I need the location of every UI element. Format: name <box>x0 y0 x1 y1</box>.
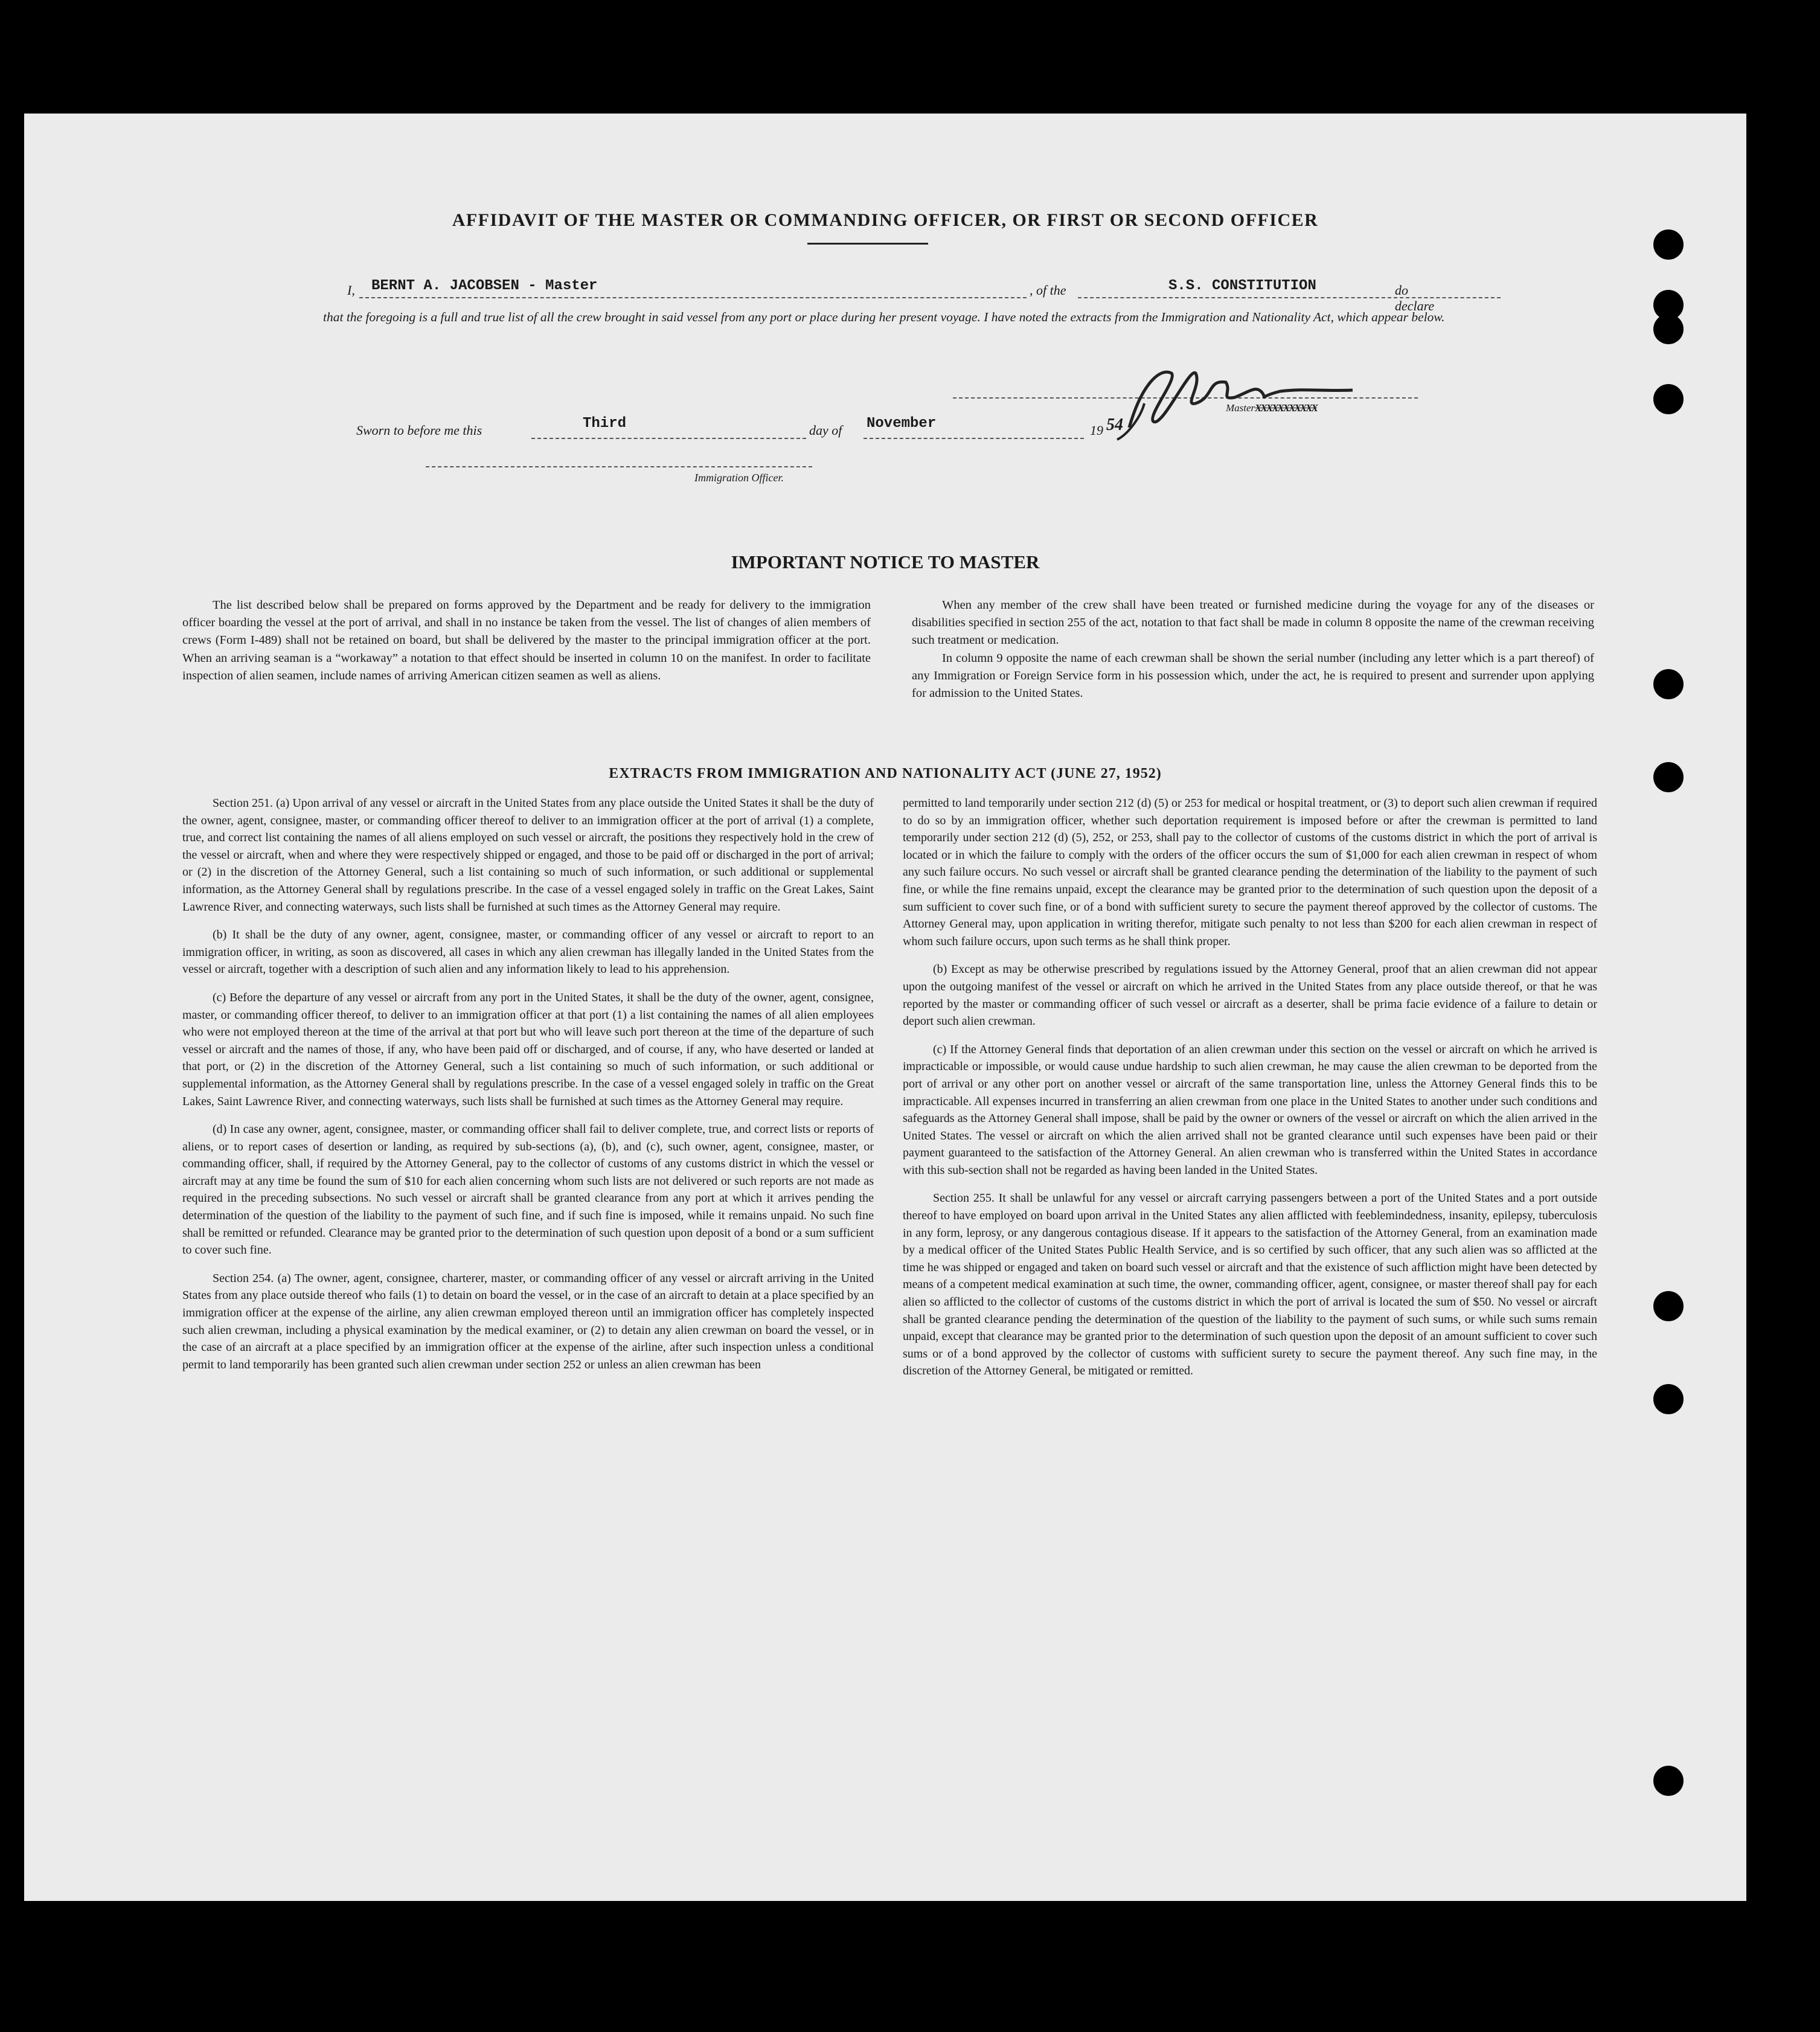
name-underline <box>359 297 1027 298</box>
sworn-label: Sworn to before me this <box>356 423 482 438</box>
section-251d: (d) In case any owner, agent, consignee, master, or commanding officer shall fail to deliver complete, true, and correct lists or reports of aliens, or to report cases of desertion or landing, as required by sub-sections (a), (b), and (c), such owner, agent, consignee, master, or commanding officer, shall, if required by the Attorney General, pay to the collector of customs of any customs district in which the vessel or aircraft may at any time be found the sum of $10 for each alien concerning whom such lists are not delivered or such reports are not made as required in the preceding subsections. No such vessel or aircraft shall be granted clearance from any port at which it arrives pending the determination of the question of the liability to the payment of such fine, and if such fine is imposed, while it remains unpaid. No such fine shall be remitted or refunded. Clearance may be granted prior to the determination of such question upon deposit of a bond or a sum sufficient to cover such fine. <box>182 1123 874 1257</box>
do-declare-label: do declare <box>1395 283 1435 313</box>
punch-hole <box>1653 1384 1684 1414</box>
document-page <box>24 114 1746 1901</box>
section-254a-continued: permitted to land temporarily under section 212 (d) (5) or 253 for medical or hospital treatment, or (3) to deport such alien crewman if required to do so by an immigration officer, whether such deportation requirement is imposed before or after the crewman is permitted to land temporarily under section 212 (d) (5), 252, or 253, shall pay to the collector of customs of the customs district in which the port of arrival is located or in which the failure to comply with the orders of the officer occurs the sum of $1,000 for each alien crewman in respect of whom any such failure occurs. No such vessel or aircraft shall be granted clearance pending the determination of the liability to the payment of such fine, or while the fine remains unpaid, except the clearance may be granted prior to the determination of such question upon the deposit of a sum sufficient to cover such fine, or of a bond with sufficient surety to secure the payment thereof approved by the collector of customs. The Attorney General may, upon application in writing therefor, mitigate such penalty to not less than $200 for each alien crewman in respect of whom such failure occurs, upon such terms as he shall think proper. <box>903 796 1597 948</box>
title-underline <box>807 243 928 245</box>
section-255: Section 255. It shall be unlawful for any vessel or aircraft carrying passengers between a port of the United States and a port outside thereof to have employed on board upon arrival in the United States any alien afflicted with feeblemindedness, insanity, epilepsy, tuberculosis in any form, leprosy, or any dangerous contagious disease. If it appears to the satisfaction of the Attorney General, from an examination made by a medical officer of the United States Public Health Service, and is so certified by such officer, that any such alien was so afflicted at the time he was shipped or engaged and taken on board such vessel or aircraft and that the existence of such affliction might have been detected by means of a competent medical examination at such time, the owner, commanding officer, agent, consignee, or master thereof shall pay for each alien so afflicted to the collector of customs of the customs district in which the port of arrival is located the sum of $50. No vessel or aircraft shall be granted clearance pending the determination of the question of the liability to the payment of such sums, or while such sums remain unpaid, except that clearance may be granted prior to the determination of such question upon the deposit of an amount sufficient to cover such sums or of a bond approved by the collector of customs with sufficient surety to secure the payment thereof. Any such fine may, in the discretion of the Attorney General, be mitigated or remitted. <box>903 1191 1597 1378</box>
section-251b: (b) It shall be the duty of any owner, agent, consignee, master, or commanding officer of any vessel or aircraft to report to an immigration officer, in writing, as soon as discovered, all cases in which any alien crewman has illegally landed in the United States from the vessel or aircraft, together with a description of such alien and any information likely to lead to his apprehension. <box>182 928 874 976</box>
section-254a: Section 254. (a) The owner, agent, consignee, charterer, master, or commanding officer of any vessel or aircraft arriving in the United States from any place outside thereof who fails (1) to detain on board the vessel, or in the case of an aircraft to detain at a place specified by an immigration officer at the expense of the airline, any alien crewman employed thereon until an immigration officer has completely inspected such alien crewman, including a physical examination by the medical examiner, or (2) to detain any alien crewman on board the vessel, or in the case of an aircraft at a place specified by an immigration officer at the expense of the airline, after such inspection unless a conditional permit to land temporarily has been granted such alien crewman under section 252 or unless an alien crewman has been <box>182 1271 874 1371</box>
immigration-officer-label: Immigration Officer. <box>694 472 784 484</box>
notice-title: IMPORTANT NOTICE TO MASTER <box>731 551 1040 572</box>
day-of-label: day of <box>809 423 842 438</box>
notice-right-column <box>912 597 1594 702</box>
declaration-text: that the foregoing is a full and true list of all the crew brought in said vessel from any port or place during her present voyage. I have noted the extracts from the Immigration and Nationality Act, which appear below. <box>323 310 1445 324</box>
affidavit-title: AFFIDAVIT OF THE MASTER OR COMMANDING OFFICER, OR FIRST OR SECOND OFFICER <box>452 210 1319 230</box>
signature-scribble <box>1105 349 1359 446</box>
i-label: I, <box>347 283 355 298</box>
punch-hole <box>1653 384 1684 414</box>
section-254b: (b) Except as may be otherwise prescribed by regulations issued by the Attorney General, proof that an alien crewman did not appear upon the outgoing manifest of the vessel or aircraft on which he arrived in the United States from any place outside thereof, or that he was reported by the master or commanding officer of such vessel or aircraft as a deserter, shall be prima facie evidence of a failure to detain or deport such alien crewman. <box>903 963 1597 1028</box>
master-name: BERNT A. JACOBSEN - Master <box>371 278 598 294</box>
punch-hole <box>1653 1766 1684 1796</box>
signature-role <box>1226 402 1317 414</box>
master-role-label: Master <box>1226 402 1255 414</box>
year-value: 54 <box>1106 415 1123 434</box>
notice-right-paragraph-2: In column 9 opposite the name of each crewman shall be shown the serial number (including any letter which is a part thereof) of any Immigration or Foreign Service form in his possession which, under the act, he is required to present and surrender upon applying for admission to the United States. <box>912 651 1594 700</box>
notice-left-paragraph: The list described below shall be prepared on forms approved by the Department and be ready for delivery to the immigration officer boarding the vessel at the port of arrival, and shall in no instance be taken from the vessel. The list of changes of alien members of crews (Form I-489) shall not be retained on board, but shall be delivered by the master to the principal immigration officer at the port. When an arriving seaman is a “workaway” a notation to that effect should be inserted in column 10 on the manifest. In order to facilitate inspection of alien seamen, include names of arriving American citizen seamen as well as aliens. <box>182 598 871 682</box>
day-underline <box>531 438 806 439</box>
notice-right-paragraph-1: When any member of the crew shall have been treated or furnished medicine during the voyage for any of the diseases or disabilities specified in section 255 of the act, notation to that fact shall be made in column 8 opposite the name of the crewman receiving such treatment or medication. <box>912 598 1594 647</box>
punch-hole <box>1653 669 1684 699</box>
section-251c: (c) Before the departure of any vessel or aircraft from any port in the United States, it shall be the duty of the owner, agent, consignee, master, or commanding officer thereof, to deliver to an immigration officer at that port (1) a list containing the names of all alien employees who were not employed thereon at the time of the arrival at that port but who will leave such port thereon at the time of the departure of such vessel or aircraft and the names of those, if any, who have been paid off or discharged, and of course, if any, who have deserted or landed at that port, or (2) in the discretion of the Attorney General, such a list containing so much of such information, or such additional or supplemental information, as the Attorney General shall by regulations prescribe. In the case of a vessel engaged solely in traffic on the Great Lakes, Saint Lawrence River, and connecting waterways, such lists shall be furnished at such times as the Attorney General may require. <box>182 990 874 1108</box>
punch-hole <box>1653 229 1684 260</box>
section-251a: Section 251. (a) Upon arrival of any vessel or aircraft in the United States from any place outside the United States it shall be the duty of the owner, agent, consignee, master, or commanding officer thereof to deliver to an immigration officer at the port of arrival (1) a complete, true, and correct list containing the names of all aliens employed on such vessel or aircraft, the positions they respectively hold in the crew of the vessel or aircraft, when and where they were respectively shipped or engaged, and those to be paid off or discharged in the port of arrival; or (2) in the discretion of the Attorney General, such a list containing so much of such information, or such additional or supplemental information, as the Attorney General shall by regulations prescribe. In the case of a vessel engaged solely in traffic on the Great Lakes, Saint Lawrence River, and connecting waterways, such lists shall be furnished at such times as the Attorney General may require. <box>182 796 874 914</box>
struck-out-text: XXXXXXXXXXX <box>1255 402 1317 414</box>
punch-hole <box>1653 1291 1684 1321</box>
notice-left-column <box>182 597 871 685</box>
officer-signature-line <box>426 466 812 467</box>
extracts-left-column <box>182 795 874 1373</box>
year-prefix: 19 <box>1090 423 1103 438</box>
month-underline <box>864 438 1084 439</box>
extracts-right-column <box>903 795 1597 1380</box>
vessel-name: S.S. CONSTITUTION <box>1168 278 1316 294</box>
day-value: Third <box>583 415 627 432</box>
extracts-title: EXTRACTS FROM IMMIGRATION AND NATIONALITY ACT (JUNE 27, 1952) <box>609 766 1162 781</box>
punch-hole <box>1653 314 1684 344</box>
section-254c: (c) If the Attorney General finds that deportation of an alien crewman under this section on the vessel or aircraft on which he arrived is impracticable or impossible, or would cause undue hardship to such alien crewman, he may cause the alien crewman to be deported from the port of arrival or any other port on another vessel or aircraft of the same transportation line, unless the Attorney General finds this to be impracticable. All expenses incurred in transferring an alien crewman from one place in the United States to another under such conditions and safeguards as the Attorney General shall impose, shall be paid by the owner or owners of the vessel or aircraft on which the alien arrived in the United States. The vessel or aircraft on which the alien arrived shall not be granted clearance until such expenses have been paid or their payment guaranteed to the satisfaction of the Attorney General. An alien crewman who is transferred within the United States in accordance with this sub-section shall not be regarded as having been landed in the United States. <box>903 1042 1597 1177</box>
month-value: November <box>867 415 937 432</box>
of-the-label: , of the <box>1030 283 1066 298</box>
